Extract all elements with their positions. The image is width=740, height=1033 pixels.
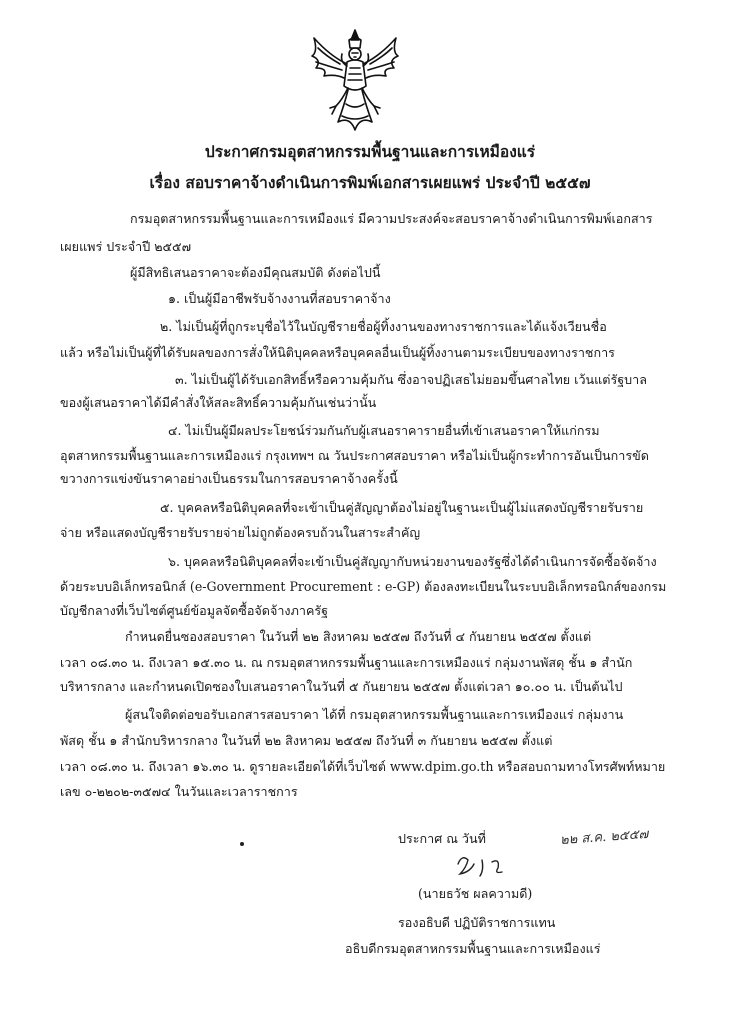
intro-line-1: กรมอุตสาหกรรมพื้นฐานและการเหมืองแร่ มีความประสงค์จะสอบราคาจ้างดำเนินการพิมพ์เอกสาร: [130, 211, 653, 226]
qualification-3-line-2: ของผู้เสนอราคาได้มีคำสั่งให้สละสิทธิ์ความคุ้มกันเช่นว่านั้น: [60, 395, 377, 410]
schedule-line-1: กำหนดยื่นซองสอบราคา ในวันที่ ๒๒ สิงหาคม ๒๕๕๗ ถึงวันที่ ๔ กันยายน ๒๕๕๗ ตั้งแต่: [125, 629, 592, 644]
qualification-5-line-1: ๕. บุคคลหรือนิติบุคคลที่จะเข้าเป็นคู่สัญญาต้องไม่อยู่ในฐานะเป็นผู้ไม่แสดงบัญชีรายรับราย: [160, 500, 644, 515]
qualification-1: ๑. เป็นผู้มีอาชีพรับจ้างงานที่สอบราคาจ้าง: [168, 291, 391, 306]
qualification-4-line-2: อุตสาหกรรมพื้นฐานและการเหมืองแร่ กรุงเทพฯ ณ วันประกาศสอบราคา หรือไม่เป็นผู้กระทำการอันเป็นการขัด: [60, 448, 649, 463]
garuda-emblem-icon: [300, 26, 410, 134]
announced-date-label: ประกาศ ณ วันที่: [398, 831, 486, 846]
contact-line-3: เวลา ๐๘.๓๐ น. ถึงเวลา ๑๖.๓๐ น. ดูรายละเอียดได้ที่เว็บไซต์ www.dpim.go.th หรือสอบถามทางโทรศัพท์หมาย: [60, 759, 666, 774]
contact-line-1: ผู้สนใจติดต่อขอรับเอกสารสอบราคา ได้ที่ กรมอุตสาหกรรมพื้นฐานและการเหมืองแร่ กลุ่มงาน: [125, 707, 624, 722]
contact-line-2: พัสดุ ชั้น ๑ สำนักบริหารกลาง ในวันที่ ๒๒ สิงหาคม ๒๕๕๗ ถึงวันที่ ๓ กันยายน ๒๕๕๗ ตั้งแต่: [60, 733, 553, 748]
contact-line-4: เลข ๐-๒๒๐๒-๓๕๗๔ ในวันและเวลาราชการ: [60, 784, 298, 799]
qualification-2-line-2: แล้ว หรือไม่เป็นผู้ที่ได้รับผลของการสั่งให้นิติบุคคลหรือบุคคลอื่นเป็นผู้ทิ้งงานตามระเบียบของทางราชการ: [60, 345, 615, 360]
qualification-6-line-3: บัญชีกลางที่เว็บไซต์ศูนย์ข้อมูลจัดซื้อจัดจ้างภาครัฐ: [60, 603, 329, 618]
qualification-3-line-1: ๓. ไม่เป็นผู้ได้รับเอกสิทธิ์หรือความคุ้มกัน ซึ่งอาจปฏิเสธไม่ยอมขึ้นศาลไทย เว้นแต่รัฐบาล: [175, 372, 647, 387]
qualification-5-line-2: จ่าย หรือแสดงบัญชีรายรับรายจ่ายไม่ถูกต้องครบถ้วนในสาระสำคัญ: [60, 525, 421, 540]
qualification-6-line-2: ด้วยระบบอิเล็กทรอนิกส์ (e-Government Procurement : e-GP) ต้องลงทะเบียนในระบบอิเล็กทรอนิกส์ของกรม: [60, 579, 667, 594]
signatory-position-2: อธิบดีกรมอุตสาหกรรมพื้นฐานและการเหมืองแร่: [345, 941, 601, 956]
qualification-6-line-1: ๖. บุคคลหรือนิติบุคคลที่จะเข้าเป็นคู่สัญญากับหน่วยงานของรัฐซึ่งได้ดำเนินการจัดซื้อจัดจ้าง: [168, 554, 657, 569]
qualification-4-line-3: ขวางการแข่งขันราคาอย่างเป็นธรรมในการสอบราคาจ้างครั้งนี้: [60, 471, 398, 486]
schedule-line-2: เวลา ๐๘.๓๐ น. ถึงเวลา ๑๕.๓๐ น. ณ กรมอุตสาหกรรมพื้นฐานและการเหมืองแร่ กลุ่มงานพัสดุ ชั้น ๑ สำนัก: [60, 655, 633, 670]
announcement-title: ประกาศกรมอุตสาหกรรมพื้นฐานและการเหมืองแร่: [204, 142, 536, 161]
announcement-subject: เรื่อง สอบราคาจ้างดำเนินการพิมพ์เอกสารเผยแพร่ ประจำปี ๒๕๕๗: [149, 173, 591, 192]
schedule-line-3: บริหารกลาง และกำหนดเปิดซองใบเสนอราคาในวันที่ ๕ กันยายน ๒๕๕๗ ตั้งแต่เวลา ๑๐.๐๐ น. เป็นต้นไป: [60, 679, 623, 694]
qualification-4-line-1: ๔. ไม่เป็นผู้มีผลประโยชน์ร่วมกันกับผู้เสนอราคารายอื่นที่เข้าเสนอราคาให้แก่กรม: [168, 423, 600, 438]
intro-line-2: เผยแพร่ ประจำปี ๒๕๕๗: [60, 239, 192, 254]
handwritten-signature-icon: [452, 850, 512, 880]
stray-mark: [240, 842, 244, 846]
signatory-position-1: รองอธิบดี ปฏิบัติราชการแทน: [398, 915, 556, 930]
signatory-name: (นายธวัช ผลความดี): [418, 886, 533, 901]
qualification-intro: ผู้มีสิทธิเสนอราคาจะต้องมีคุณสมบัติ ดังต่อไปนี้: [130, 265, 381, 280]
qualification-2-line-1: ๒. ไม่เป็นผู้ที่ถูกระบุชื่อไว้ในบัญชีรายชื่อผู้ทิ้งงานของทางราชการและได้แจ้งเวียนชื่อ: [160, 319, 607, 334]
handwritten-date: ๒๒ ส.ค. ๒๕๕๗: [559, 826, 649, 849]
